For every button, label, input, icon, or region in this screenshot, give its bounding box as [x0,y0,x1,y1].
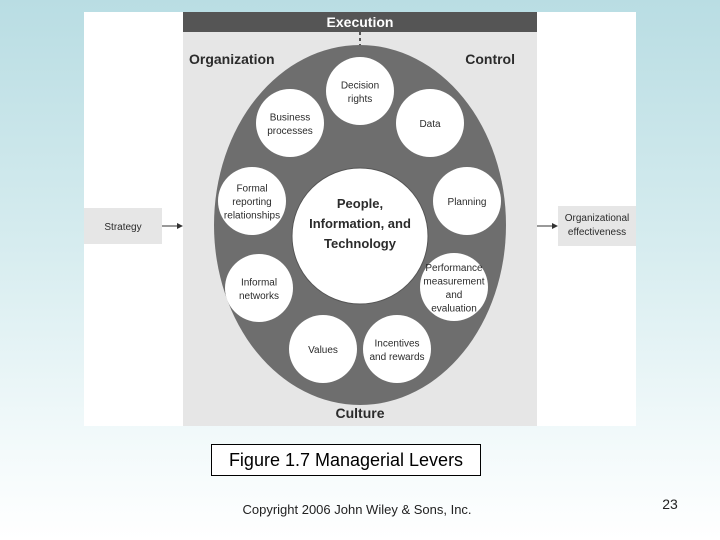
strategy-arrow-head [177,223,183,229]
culture-label: Culture [335,405,385,421]
lever-label-decision-rights: rights [347,93,373,105]
output-arrow-head [552,223,558,229]
lever-label-data: Data [419,119,441,130]
page-number: 23 [662,496,678,512]
execution-label: Execution [326,14,394,30]
lever-label-informal-networks: networks [238,290,280,302]
control-label: Control [465,51,515,67]
lever-label-performance: and [445,289,463,301]
lever-label-informal-networks: Informal [240,277,278,289]
effectiveness-line-1: Organizational [564,213,630,224]
figure-caption: Figure 1.7 Managerial Levers [211,444,481,476]
organization-label: Organization [189,51,275,67]
effectiveness-line-2: effectiveness [567,227,627,238]
lever-label-business-processes: processes [267,125,313,137]
lever-label-formal-reporting: Formal [236,183,268,195]
lever-label-planning: Planning [447,197,487,208]
managerial-levers-diagram [84,12,636,426]
lever-label-incentives: Incentives [374,338,420,350]
figure-panel [84,12,636,426]
effectiveness-box [558,206,636,246]
center-line-1: People, [336,196,384,211]
lever-label-values: Values [308,345,338,356]
center-line-2: Information, and [309,216,411,231]
lever-label-business-processes: Business [269,112,311,124]
center-line-3: Technology [324,236,396,251]
lever-label-performance: evaluation [431,303,477,315]
lever-label-formal-reporting: relationships [223,210,281,222]
lever-label-performance: measurement [423,276,485,288]
lever-label-decision-rights: Decision [340,80,380,92]
lever-label-performance: Performance [425,262,483,274]
lever-label-incentives: and rewards [369,351,425,363]
lever-label-formal-reporting: reporting [232,197,272,208]
copyright-notice: Copyright 2006 John Wiley & Sons, Inc. [242,502,472,517]
strategy-label: Strategy [104,222,142,233]
